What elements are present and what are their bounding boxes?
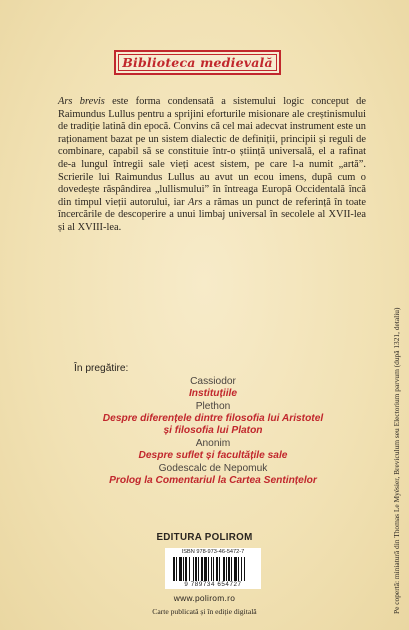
digital-edition-note: Carte publicată și în ediție digitală bbox=[152, 607, 257, 616]
upcoming-author: Cassiodor bbox=[190, 376, 236, 387]
barcode-icon bbox=[173, 557, 253, 581]
upcoming-book bbox=[58, 438, 368, 462]
isbn-number: ISBN 978-973-46-5472-7 bbox=[181, 549, 245, 555]
upcoming-book bbox=[58, 401, 368, 437]
series-title: Biblioteca medievală bbox=[122, 55, 273, 70]
upcoming-title: Instituțiile bbox=[188, 388, 238, 399]
publisher-website: www.polirom.ro bbox=[173, 593, 236, 603]
upcoming-author: Godescalc de Nepomuk bbox=[158, 463, 268, 474]
publisher-name: EDITURA POLIROM bbox=[156, 532, 253, 543]
description-part-1: este forma condensată a sistemului logic conceput de Raimundus Lullus pentru a sprijini eforturile misionare ale creștinismului de tradiție latină din epocă. Convins că cel mai adecvat instrument este un raționament bazat pe un sistem dialectic de definiții, principii și reguli de combinare, capabil să se constituie într-o știință universală, el a rafinat de-a lungul întregii sale vieți acest sistem, pe care l-a numit „artă”. Scrierile lui Raimundus Lullus au avut un ecou imens, după cum o dovedește răspândirea „lullismului” în întreaga Europă Occidentală încă din timpul vieții autorului, iar bbox=[58, 96, 366, 208]
barcode-label bbox=[165, 548, 261, 589]
book-title-italic: Ars brevis bbox=[58, 96, 105, 107]
barcode-digits: 9 789734 654727 bbox=[184, 581, 242, 588]
series-banner bbox=[114, 50, 281, 75]
ars-italic: Ars bbox=[187, 196, 203, 208]
in-preparation-section bbox=[58, 363, 368, 488]
upcoming-title: Despre suflet și facultățile sale bbox=[138, 450, 288, 461]
upcoming-author: Anonim bbox=[195, 438, 231, 449]
upcoming-title: Prolog la Comentariul la Cartea Sentințelor bbox=[109, 475, 317, 486]
upcoming-book bbox=[58, 463, 368, 487]
upcoming-book bbox=[58, 376, 368, 400]
book-description bbox=[58, 96, 366, 235]
in-preparation-heading: În pregătire: bbox=[74, 363, 129, 374]
upcoming-title: Despre diferențele dintre filosofia lui Aristotel și filosofia lui Platon bbox=[102, 413, 324, 436]
upcoming-author: Plethon bbox=[195, 401, 231, 412]
description-part-2: a rămas un punct de referință în toate încercările de descoperire a unui limbaj universal în secolele al XVII-lea și al XVIII-lea. bbox=[58, 196, 367, 233]
cover-image-credit: Pe copertă: miniatură din Thomas Le Myésier, Breviculum seu Electorium parvum (după 1321, detaliu) bbox=[392, 307, 401, 614]
